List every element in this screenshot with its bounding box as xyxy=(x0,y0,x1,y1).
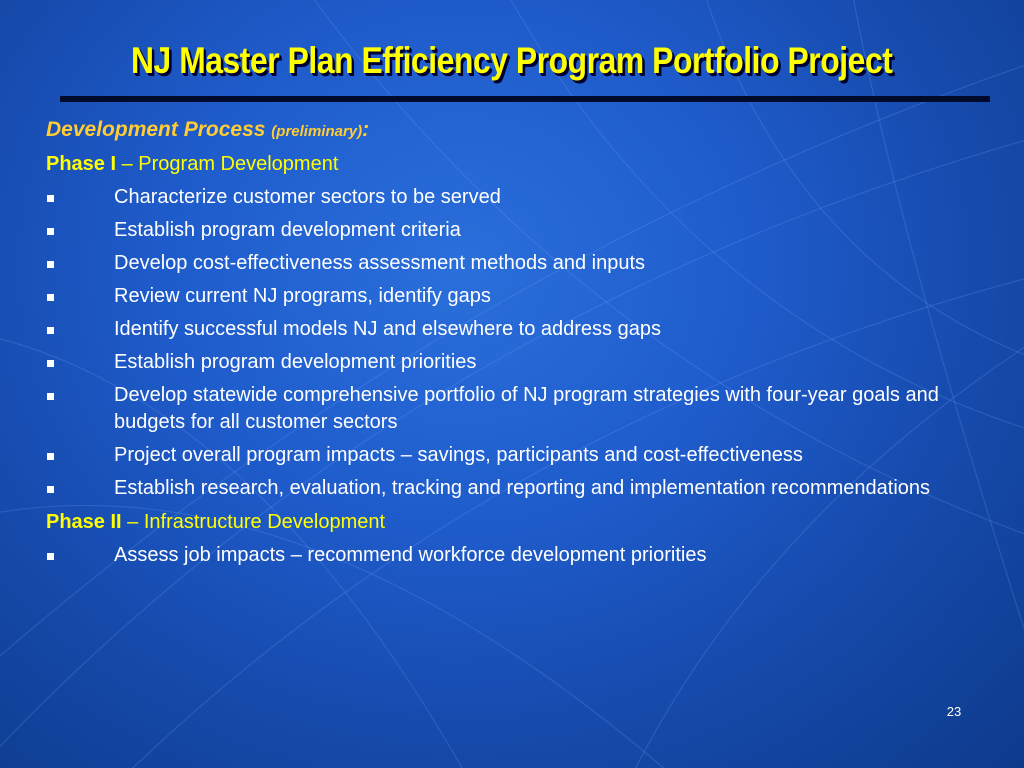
list-item xyxy=(46,316,976,343)
square-bullet-icon xyxy=(46,217,114,244)
subtitle-text: Development Process xyxy=(46,118,266,141)
square-bullet-icon xyxy=(46,442,114,469)
subtitle-note: (preliminary) xyxy=(271,123,363,140)
list-item xyxy=(46,217,976,244)
square-bullet-icon xyxy=(46,382,114,409)
list-item-text: Characterize customer sectors to be served xyxy=(114,186,501,208)
page-number: 23 xyxy=(946,704,962,719)
list-item xyxy=(46,475,976,502)
list-item-text: Establish program development criteria xyxy=(114,219,461,241)
list-item-text: Review current NJ programs, identify gaps xyxy=(114,285,491,307)
list-item xyxy=(46,184,976,211)
list-item-text: Establish research, evaluation, tracking and reporting and implementation recommendations xyxy=(114,477,931,499)
phase-1-label: Phase I xyxy=(46,153,117,175)
list-item-text: Project overall program impacts – savings, participants and cost-effectiveness xyxy=(114,444,803,466)
list-item-text: Assess job impacts – recommend workforce development priorities xyxy=(114,544,707,566)
square-bullet-icon xyxy=(46,542,114,569)
list-item xyxy=(46,349,976,376)
list-item xyxy=(46,542,976,569)
list-item-text: Identify successful models NJ and elsewhere to address gaps xyxy=(114,318,661,340)
phase-2-dash: – xyxy=(121,511,144,533)
square-bullet-icon xyxy=(46,475,114,502)
phase-2-label: Phase II xyxy=(46,511,122,533)
square-bullet-icon xyxy=(46,250,114,277)
phase-1-heading xyxy=(46,150,976,178)
list-item-text: Develop cost-effectiveness assessment methods and inputs xyxy=(114,252,646,274)
square-bullet-icon xyxy=(46,283,114,310)
list-item xyxy=(46,250,976,277)
subtitle-colon: : xyxy=(362,118,370,141)
phase-1-name: Program Development xyxy=(138,153,339,175)
list-item-text: Establish program development priorities xyxy=(114,351,477,373)
title-underline xyxy=(60,96,990,102)
square-bullet-icon xyxy=(46,316,114,343)
phase-1-dash: – xyxy=(116,153,139,175)
square-bullet-icon xyxy=(46,349,114,376)
slide-title: NJ Master Plan Efficiency Program Portfolio Project xyxy=(131,40,893,81)
subtitle xyxy=(46,118,976,142)
phase-2-name: Infrastructure Development xyxy=(143,511,386,533)
list-item xyxy=(46,382,976,436)
list-item xyxy=(46,442,976,469)
slide-content xyxy=(46,118,976,575)
list-item-text: Develop statewide comprehensive portfolio of NJ program strategies with four-year goals and budgets for all customer sectors xyxy=(114,384,939,433)
square-bullet-icon xyxy=(46,184,114,211)
list-item xyxy=(46,283,976,310)
title-bar xyxy=(0,40,1024,82)
phase-2-heading xyxy=(46,508,976,536)
